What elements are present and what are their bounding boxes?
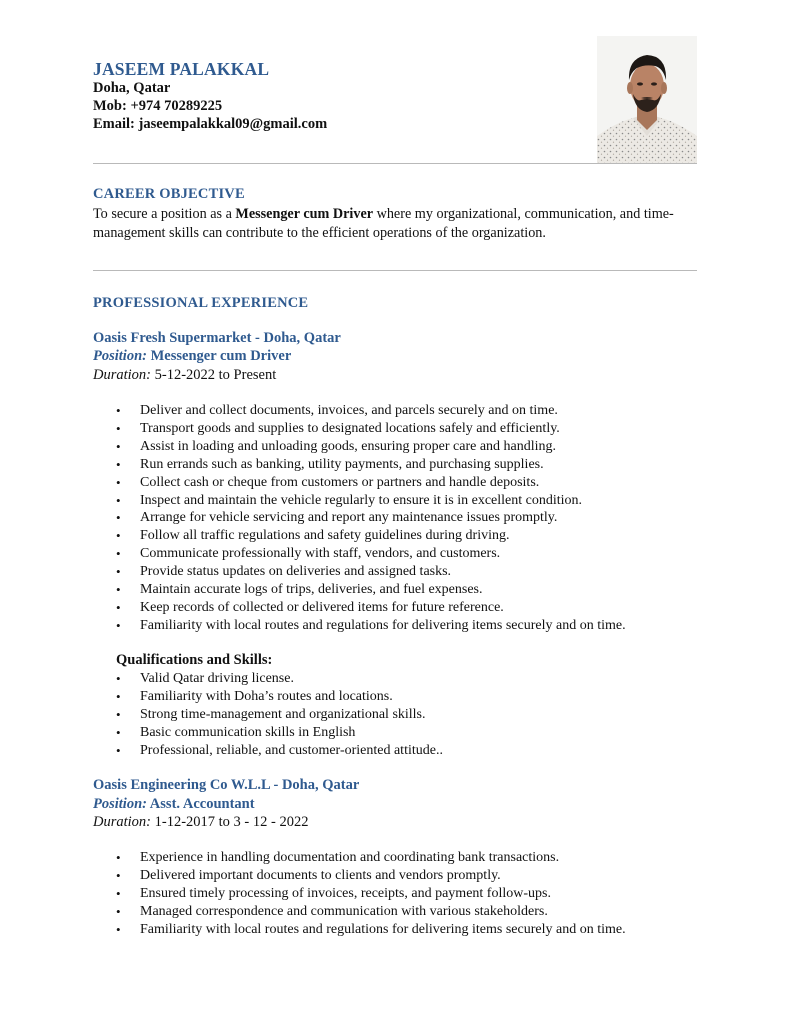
list-item: • Arrange for vehicle servicing and report any maintenance issues promptly. [116, 509, 716, 527]
job-2-duration [93, 814, 308, 831]
candidate-name: JASEEM PALAKKAL [93, 59, 270, 79]
position-value: Messenger cum Driver [146, 348, 292, 364]
objective-divider [93, 270, 697, 271]
job-1-duration [93, 367, 276, 384]
list-item: • Familiarity with Doha’s routes and locations. [116, 688, 716, 706]
email-line: Email: jaseempalakkal09@gmail.com [93, 116, 328, 132]
list-item: • Inspect and maintain the vehicle regularly to ensure it is in excellent condition. [116, 492, 716, 510]
list-item: • Follow all traffic regulations and safety guidelines during driving. [116, 527, 716, 545]
list-item: • Ensured timely processing of invoices, receipts, and payment follow-ups. [116, 885, 716, 903]
location-line: Doha, Qatar [93, 80, 171, 96]
list-item: • Familiarity with local routes and regulations for delivering items securely and on time. [116, 921, 716, 939]
person-photo-icon [597, 36, 697, 163]
job-2-position [93, 796, 255, 813]
duration-value: 1-12-2017 to 3 - 12 - 2022 [151, 814, 309, 830]
list-item: • Familiarity with local routes and regulations for delivering items securely and on time. [116, 617, 716, 635]
qualifications-list [116, 670, 716, 760]
list-item: • Assist in loading and unloading goods, ensuring proper care and handling. [116, 438, 716, 456]
list-item: • Delivered important documents to clients and vendors promptly. [116, 867, 716, 885]
profile-photo [597, 36, 697, 163]
list-item: • Provide status updates on deliveries and assigned tasks. [116, 563, 716, 581]
position-label: Position: [93, 796, 147, 812]
list-item: • Run errands such as banking, utility payments, and purchasing supplies. [116, 456, 716, 474]
list-item: • Professional, reliable, and customer-oriented attitude.. [116, 742, 716, 760]
position-value: Asst. Accountant [146, 796, 255, 812]
list-item: • Managed correspondence and communication with various stakeholders. [116, 903, 716, 921]
job-2-responsibilities [116, 849, 716, 939]
job-1-position [93, 348, 291, 365]
duration-value: 5-12-2022 to Present [151, 367, 277, 383]
career-objective-text [93, 205, 703, 243]
experience-heading: PROFESSIONAL EXPERIENCE [93, 295, 309, 311]
duration-label: Duration: [93, 367, 151, 383]
list-item: • Valid Qatar driving license. [116, 670, 716, 688]
list-item: • Deliver and collect documents, invoices, and parcels securely and on time. [116, 402, 716, 420]
header-divider [93, 163, 697, 164]
mobile-line: Mob: +974 70289225 [93, 98, 223, 114]
job-1-responsibilities [116, 402, 716, 635]
qualifications-heading: Qualifications and Skills: [116, 652, 273, 668]
list-item: • Collect cash or cheque from customers or partners and handle deposits. [116, 474, 716, 492]
job-1-company: Oasis Fresh Supermarket - Doha, Qatar [93, 330, 341, 346]
list-item: • Experience in handling documentation and coordinating bank transactions. [116, 849, 716, 867]
list-item: • Keep records of collected or delivered items for future reference. [116, 599, 716, 617]
job-2-company: Oasis Engineering Co W.L.L - Doha, Qatar [93, 777, 360, 793]
list-item: • Communicate professionally with staff, vendors, and customers. [116, 545, 716, 563]
duration-label: Duration: [93, 814, 151, 830]
objective-text-start: To secure a position as a [93, 206, 236, 222]
list-item: • Maintain accurate logs of trips, deliveries, and fuel expenses. [116, 581, 716, 599]
career-objective-heading: CAREER OBJECTIVE [93, 186, 245, 202]
objective-text-end: where my organizational, communication, and time-management skills can contribute to the efficient operations of the organization. [93, 206, 674, 241]
list-item: • Basic communication skills in English [116, 724, 716, 742]
objective-target-role: Messenger cum Driver [235, 206, 374, 222]
list-item: • Strong time-management and organizational skills. [116, 706, 716, 724]
position-label: Position: [93, 348, 147, 364]
list-item: • Transport goods and supplies to designated locations safely and efficiently. [116, 420, 716, 438]
